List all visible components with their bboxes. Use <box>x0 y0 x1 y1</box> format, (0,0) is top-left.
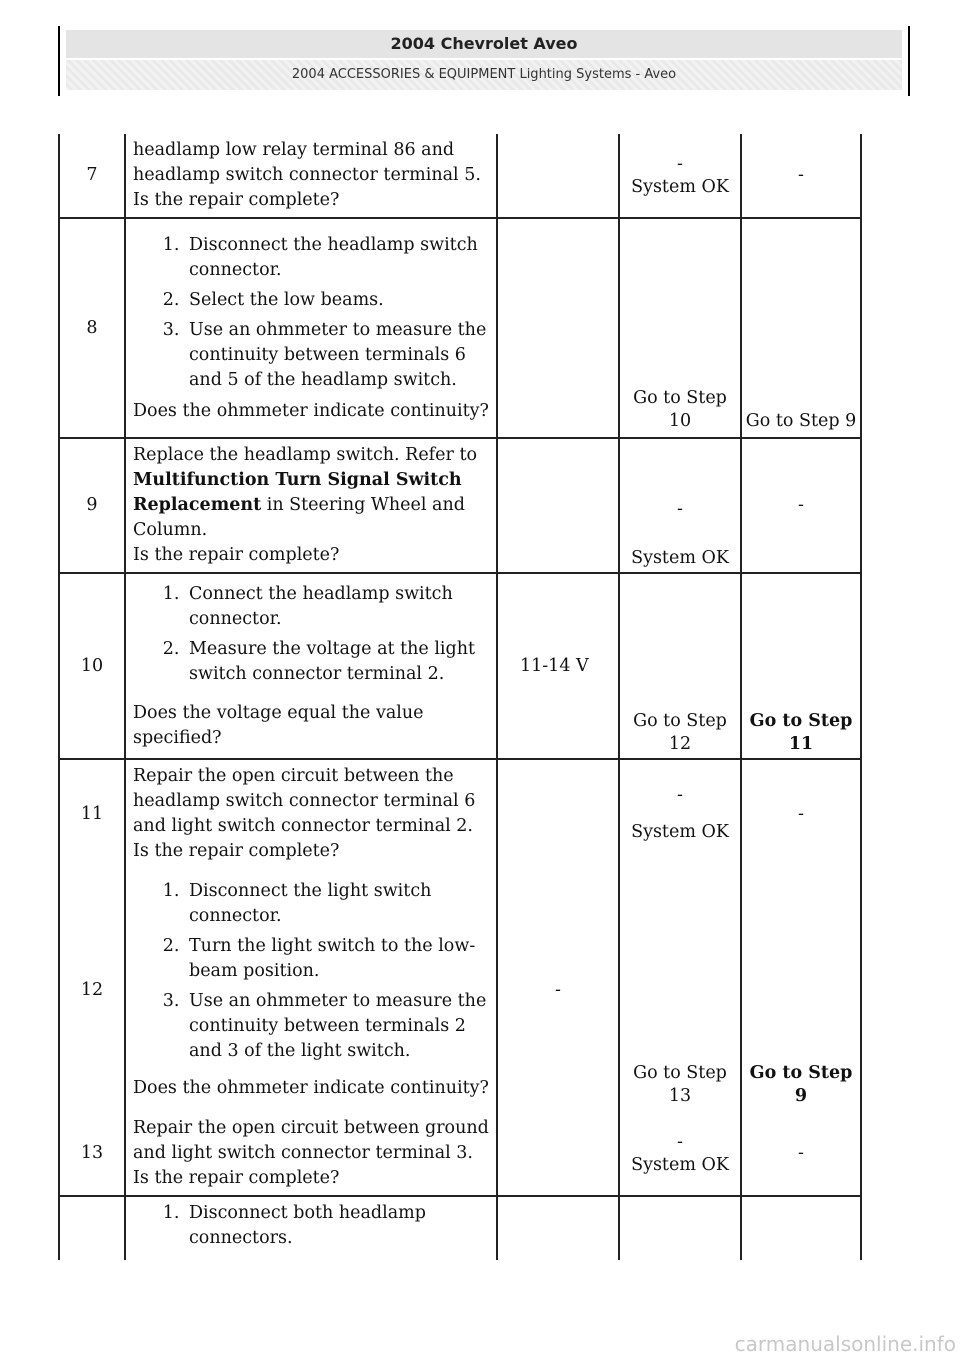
yes-cell <box>619 573 741 759</box>
action-text: Repair the open circuit between ground and light switch connector terminal 3. <box>133 1118 489 1163</box>
action-cell <box>125 218 497 438</box>
reference-link[interactable]: Multifunction Turn Signal Switch Replacement <box>133 470 462 515</box>
table-row <box>59 1196 861 1260</box>
table-row <box>59 573 861 759</box>
yes-cell <box>619 218 741 438</box>
no-cell <box>741 218 861 438</box>
yes-cell <box>619 1196 741 1260</box>
yes-dash: - <box>677 1131 683 1152</box>
yes-dash: - <box>677 785 683 805</box>
procedure-step: 3. Use an ohmmeter to measure the continuity between terminals 6 and 5 of the headlamp switch. <box>185 318 492 393</box>
table-row <box>59 134 861 218</box>
no-result: Go to Step 9 <box>745 411 857 431</box>
action-text-post: in Steering Wheel and Column. <box>133 495 465 540</box>
yes-cell <box>619 134 741 218</box>
procedure-list <box>133 879 492 1064</box>
no-result: Go to Step 9 <box>749 1063 853 1106</box>
value-cell <box>497 218 619 438</box>
table-row <box>59 868 861 1112</box>
question-text: Is the repair complete? <box>133 841 340 861</box>
step-number: 12 <box>59 868 125 1112</box>
no-cell: - <box>741 759 861 868</box>
document-title: 2004 Chevrolet Aveo <box>66 30 902 58</box>
procedure-list <box>133 233 492 393</box>
diagnostic-table <box>58 134 862 1260</box>
watermark-text: carmanualsonline.info <box>734 1332 956 1356</box>
action-cell <box>125 1112 497 1196</box>
no-result: Go to Step 11 <box>749 711 853 754</box>
yes-result: System OK <box>631 548 729 568</box>
procedure-step: 2. Turn the light switch to the low-beam position. <box>185 934 492 984</box>
step-number: 13 <box>59 1112 125 1196</box>
value-cell: - <box>497 868 619 1112</box>
procedure-step: 1. Disconnect the light switch connector. <box>185 879 492 929</box>
action-cell <box>125 438 497 573</box>
action-cell <box>125 868 497 1112</box>
no-cell: - <box>741 438 861 573</box>
no-cell: - <box>741 1112 861 1196</box>
procedure-list <box>133 1201 492 1251</box>
yes-cell <box>619 1112 741 1196</box>
yes-cell <box>619 438 741 573</box>
step-number <box>59 1196 125 1260</box>
procedure-step: 3. Use an ohmmeter to measure the continuity between terminals 2 and 3 of the light switch. <box>185 989 492 1064</box>
procedure-step: 2. Select the low beams. <box>185 288 492 313</box>
value-cell: 11-14 V <box>497 573 619 759</box>
action-text <box>133 443 492 543</box>
step-number: 9 <box>59 438 125 573</box>
question-text: Is the repair complete? <box>133 1168 340 1188</box>
table-row <box>59 1112 861 1196</box>
yes-result: System OK <box>631 176 729 197</box>
step-number: 7 <box>59 134 125 218</box>
procedure-step: 2. Measure the voltage at the light switch connector terminal 2. <box>185 637 492 687</box>
action-cell <box>125 573 497 759</box>
table-row <box>59 438 861 573</box>
value-cell <box>497 438 619 573</box>
yes-result: System OK <box>631 1154 729 1175</box>
action-text: Repair the open circuit between the headlamp switch connector terminal 6 and light switch connector terminal 2. <box>133 766 476 836</box>
question-text: Does the ohmmeter indicate continuity? <box>133 400 489 421</box>
question-text: Is the repair complete? <box>133 545 340 565</box>
no-cell <box>741 573 861 759</box>
yes-result: Go to Step 10 <box>633 388 727 431</box>
action-cell <box>125 1196 497 1260</box>
action-cell <box>125 134 497 218</box>
step-number: 10 <box>59 573 125 759</box>
yes-cell <box>619 868 741 1112</box>
yes-cell <box>619 759 741 868</box>
value-cell <box>497 759 619 868</box>
step-number: 8 <box>59 218 125 438</box>
value-cell <box>497 134 619 218</box>
procedure-step: 1. Disconnect both headlamp connectors. <box>185 1201 492 1251</box>
action-text-pre: Replace the headlamp switch. Refer to <box>133 445 478 465</box>
yes-result: System OK <box>631 822 729 842</box>
yes-result: Go to Step 12 <box>633 711 727 754</box>
step-number: 11 <box>59 759 125 868</box>
question-text: Does the voltage equal the value specified? <box>133 702 424 748</box>
value-cell <box>497 1196 619 1260</box>
question-text: Does the ohmmeter indicate continuity? <box>133 1078 489 1098</box>
procedure-step: 1. Connect the headlamp switch connector. <box>185 582 492 632</box>
question-text: Is the repair complete? <box>133 190 340 210</box>
action-cell <box>125 759 497 868</box>
procedure-step: 1. Disconnect the headlamp switch connector. <box>185 233 492 283</box>
value-cell <box>497 1112 619 1196</box>
yes-dash: - <box>677 499 683 519</box>
table-row <box>59 218 861 438</box>
yes-dash: - <box>677 153 683 174</box>
no-cell: - <box>741 134 861 218</box>
action-text: headlamp low relay terminal 86 and headlamp switch connector terminal 5. <box>133 140 481 185</box>
no-cell <box>741 868 861 1112</box>
procedure-list <box>133 582 492 687</box>
no-cell <box>741 1196 861 1260</box>
yes-result: Go to Step 13 <box>633 1063 727 1106</box>
document-header <box>58 26 910 96</box>
table-row <box>59 759 861 868</box>
document-subtitle: 2004 ACCESSORIES & EQUIPMENT Lighting Systems - Aveo <box>66 60 902 90</box>
